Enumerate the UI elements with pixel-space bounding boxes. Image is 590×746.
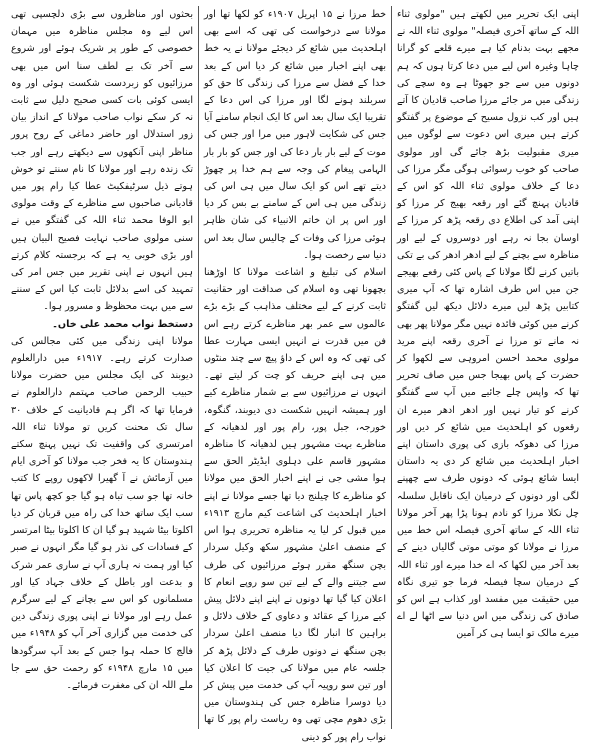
paragraph: خط مرزا نے ۱۵ اپریل ۱۹۰۷ء کو لکھا تھا اور مولانا سے درخواست کی تھی کہ اسے بھی اہلحدیث میں شائع کر دیجئے مولانا نے یہ خط بھی اپنے اخبار میں شائع کر دیا اس کے بعد خدا کے فضل سے مرزا کی زندگی کا حق کو سربلند ہونے لگا اور مرزا کی اس دعا کے تقریبا ایک سال بعد اس کا ایک انجام سامنے آیا جس کی شکایت لاہور میں مرا اور جس کی موت کے لیے بار بار دعا کی اور جس کو بار بار الہامی پیغام کی وجہ سے ہم خدا پر چھوڑ دیتے تھے اس کو ایک سال میں ہی اس کی زندگی میں ہی اس کے سامنے بے بس کر دیا اور اس پر ان خاتم الانبیاء کی شان ظاہر ہوئی مرزا کی وفات کے چالیس سال بعد اس دنیا سے رخصت ہوا۔ <box>204 9 386 261</box>
paragraph: مولانا اپنی زندگی میں کئی مجالس کی صدارت کرتے رہے۔ ۱۹۱۷ء میں دارالعلوم دیوبند کی ایک مجلس میں حضرت مولانا حبیب الرحمن صاحب مہتمم دارالعلوم نے فرمایا تھا کہ اگر ہم قادیانیت کے خلاف ۳۰ سال تک محنت کریں تو مولانا ثناء اللہ امرتسری کی واقفیت تک نہیں پہنچ سکتے ہندوستان کا یہ فخر جب مولانا کو آخری ایام میں آزمائش نے آ گھیرا لاکھوں روپے کا کتب خانہ تھا جو سب تباہ ہو گیا جو کچھ پاس تھا سب ایک ساتھ خدا کی راہ میں قربان کر دیا اکلوتا بیٹا شہید ہو گیا ان کا اکلوتا بیٹا امرتسر کے فسادات کی نذر ہو گیا مگر انہوں نے صبر کیا اور ہمت نہ ہاری آپ نے ساری عمر شرک و بدعت اور باطل کے خلاف جہاد کیا اور مسلمانوں کو اس سے بچانے کے لیے سرگرم عمل رہے اور مولانا نے اپنی پوری زندگی دین کی خدمت میں گزاری آخر آپ کو ۱۹۴۸ء میں فالج کا حملہ ہوا جس کے بعد آپ سرگودھا میں ۱۵ مارچ ۱۹۴۸ء کو رحمت حق سے جا ملے اللہ ان کی مغفرت فرمائے۔ <box>11 335 193 691</box>
paragraph: بحثوں اور مناظروں سے بڑی دلچسپی تھی اس لیے وہ مجلس مناظرہ میں مہمان خصوصی کے طور پر شریک ہوئے اور شروع سے آخر تک بے لطف سنا اس میں بھی مرزائیوں کو زبردست شکست ہوئی اور وہ ایسی کوئی بات کسی صحیح دلیل سے ثابت نہ کر سکے نواب صاحب مولانا کے انداز بیان زور استدلال اور حاضر دماغی کے روح پرور مناظر اپنی آنکھوں سے دیکھتے رہے اور جب تک زندہ رہے اور مولانا کا نام سنتے تو خوش ہوتے ذیل سرٹیفکیٹ عطا کیا رام پور میں قادیانی صاحبوں سے مناظرے کے وقت مولوی ابو الوفا محمد ثناء اللہ کی گفتگو میں نے سنی مولوی صاحب نہایت فصیح البیان ہیں اور بڑی خوبی یہ ہے کہ برجستہ کلام کرتے ہیں انہوں نے اپنی تقریر میں جس امر کی تمہید کی اسے بدلائل ثابت کیا اس کے سننے سے میں بہت محظوظ و مسرور ہوا۔ <box>11 9 193 313</box>
article-column-1 <box>392 6 584 729</box>
article-column-2 <box>199 6 392 743</box>
signature-line: دستخط نواب محمد علی خاں۔ <box>52 318 193 330</box>
paragraph: اسلام کی تبلیغ و اشاعت مولانا کا اوڑھنا بچھونا تھی وہ اسلام کی صداقت اور حقانیت ثابت کرنے کے لیے مختلف مذاہب کے بڑے بڑے عالموں سے عمر بھر مناظرے کرتے رہے اس فن میں قدرت نے انہیں ایسی مہارت عطا کی تھی کہ وہ اس کے داؤ پیچ سے چند منٹوں میں ہی اپنے حریف کو چت کر لیتے تھے۔ انہوں نے مرزائیوں سے بے شمار مناظرے کیے اور ہمیشہ انہیں شکست دی دیوبند، گنگوہ، خورجہ، جبل پور، رام پور اور لدھیانہ کے مناظرے بہت مشہور ہیں لدھیانہ کا مناظرہ مشہور قاسم علی دہلوی ایڈیٹر الحق سے ہوا مشی جی نے اپنے اخبار الحق میں مولانا کو مناظرے کا چیلنج دیا تھا جسے مولانا نے اپنے اخبار اہلحدیث کی اشاعت کیم مارچ ۱۹۱۳ء میں قبول کر لیا یہ مناظرہ تحریری ہوا اس کے منصف اعلیٰ مشہور سکھ وکیل سردار بچن سنگھ مقرر ہوئے مرزائیوں کی طرف سے جیتنے والے کے لیے تین سو روپے انعام کا اعلان کیا گیا تھا دونوں نے اپنے اپنے دلائل پیش کیے مرزا کے عقائد و دعاوی کے خلاف دلائل و براہین کا انبار لگا دیا منصف اعلیٰ سردار بچن سنگھ نے دونوں طرف کے دلائل پڑھ کر جلسہ عام میں مولانا کی جیت کا اعلان کیا اور تین سو روپیہ آپ کی خدمت میں پیش کر دیا دوسرا مناظرہ جس کی ہندوستان میں بڑی دھوم مچی تھی وہ ریاست رام پور کا تھا نواب رام پور کو دینی <box>204 267 386 743</box>
paragraph: اپنی ایک تحریر میں لکھتے ہیں "مولوی ثناء اللہ کے ساتھ آخری فیصلہ" مولوی ثناء اللہ نے مجھے بہت بدنام کیا ہے میرے قلعے کو گرانا چاہا وغیرہ اس لیے میں دعا کرتا ہوں کہ ہم دونوں میں سے جو جھوٹا ہے وہ سچے کی زندگی میں مر جائے مرزا صاحب قادیان کا آتے ہیں اور کب نزول مسیح کے موضوع پر گفتگو کرتے ہیں میری اس دعوت سے لوگوں میں میری مقبولیت بڑھ جائے گی اور مولوی صاحب کو خوب رسوائی ہوگی مگر مرزا کی دعا کے خلاف مولوی ثناء اللہ کو اس کے قادیان پہنچ گئے اور رقعہ بھیج کر مرزا کو اپنی آمد کی اطلاع دی رقعہ پڑھ کر مرزا کے اوسان بجا نہ رہے اور دوسروں کے لیے اور مناظرہ سے بچنے کے لیے ادھر ادھر کی بے تکی باتیں کرنے لگا مولانا کے پاس کئی رقعے بھیجے جن میں اس طرف اشارہ تھا کہ آپ میری کتابیں پڑھ لیں میرے دلائل دیکھ لیں گفتگو کرنے میں کوئی فائدہ نہیں مگر مولانا پھر بھی نہ مانے تو مرزا نے آخری رقعہ اپنے مرید مولوی محمد احسن امروہی سے لکھوا کر حضرت کے پاس بھیجا جس میں صاف تحریر تھا کہ واپس چلے جائیے میں آپ سے گفتگو کرنے کو تیار نہیں اور ادھر ادھر میرے ان رقعوں کو اہلحدیث میں شائع کر دیں اور مرزا کی دھوکہ بازی کی پوری داستان اپنے اخبار اہلحدیث میں شائع کر دی یہ داستان ایسا شائع ہوئی کہ دونوں طرف سے چھپنے لگی اور دونوں کے درمیان ایک ناقابل سلسلہ چل نکلا مرزا کو نادم ہونا پڑا پھر آخر مولانا ثناء اللہ کے ساتھ آخری فیصلہ اس خط میں مرزا نے مولانا کو موتی موتی گالیاں دینے کے بعد آخر میں لکھا کہ اے خدا میرے اور ثناء اللہ کے درمیان سچا فیصلہ فرما جو تیری نگاہ میں حقیقت میں مفسد اور کذاب ہے اس کو صادق کی زندگی میں اس دنیا سے اٹھا لے اے میرے مالک تو ایسا ہی کر آمین <box>397 9 579 640</box>
article-column-3 <box>6 6 199 729</box>
article-columns <box>6 6 584 743</box>
